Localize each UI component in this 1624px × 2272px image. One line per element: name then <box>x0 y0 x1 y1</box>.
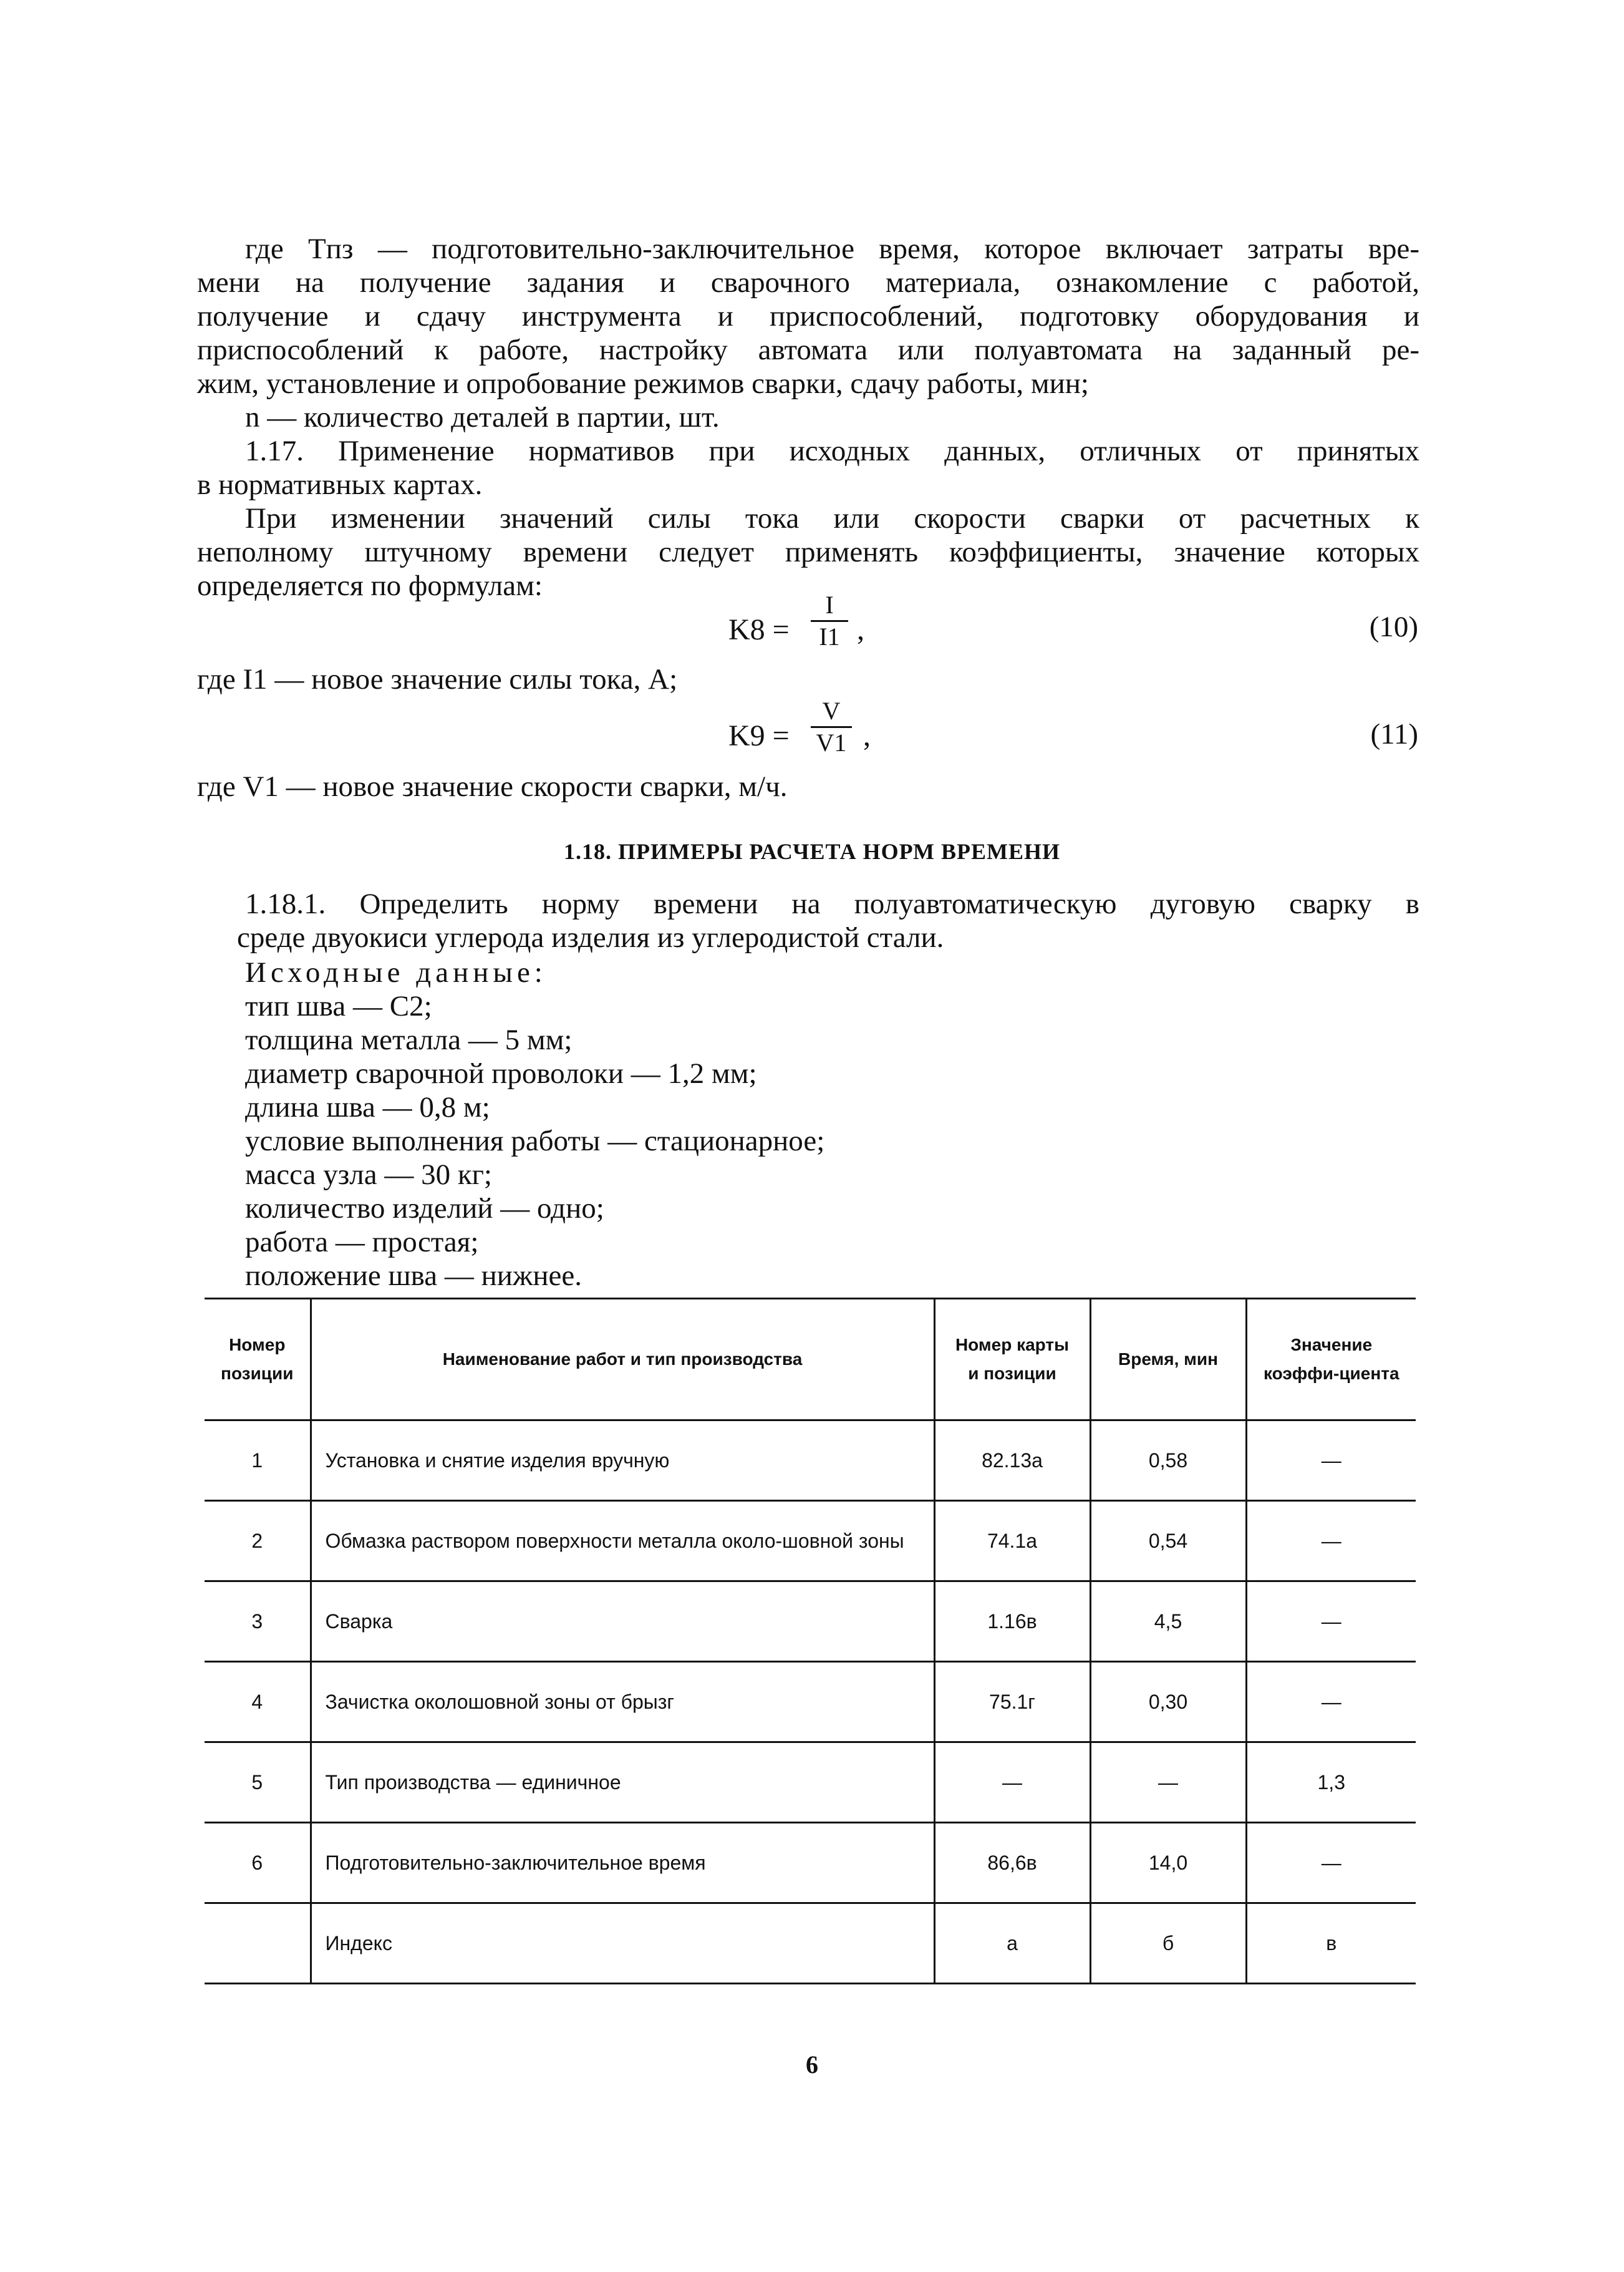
cell-card: 86,6в <box>934 1823 1090 1903</box>
text-line: 1.17. Применение нормативов при исходных данных, отличных от принятых <box>245 435 1419 467</box>
cell-work-name: Зачистка околошовной зоны от брызг <box>311 1662 934 1742</box>
list-item: количество изделий — одно; <box>245 1192 604 1225</box>
denominator: I1 <box>819 623 840 651</box>
table-index-row <box>205 1903 1416 1984</box>
cell-card: — <box>934 1742 1090 1823</box>
fraction <box>811 697 852 757</box>
text-line: определяется по формулам: <box>197 570 543 602</box>
list-item: длина шва — 0,8 м; <box>245 1091 490 1124</box>
cell-coefficient: — <box>1246 1501 1416 1581</box>
norms-table <box>205 1298 1416 1984</box>
cell-card: 74.1а <box>934 1501 1090 1581</box>
cell-work-name: Тип производства — единичное <box>311 1742 934 1823</box>
cell-time: 0,54 <box>1090 1501 1246 1581</box>
page-number: 6 <box>806 2051 818 2079</box>
cell-index-a: а <box>934 1903 1090 1984</box>
cell-work-name: Обмазка раствором поверхности металла около-шовной зоны <box>311 1501 934 1581</box>
fraction-bar <box>811 620 848 622</box>
text-line: неполному штучному времени следует применять коэффициенты, значение которых <box>197 536 1419 568</box>
numerator: V <box>822 697 841 725</box>
cell-coefficient: — <box>1246 1581 1416 1662</box>
list-item: тип шва — С2; <box>245 990 432 1022</box>
text-line: получение и сдачу инструмента и приспособлений, подготовку оборудования и <box>197 300 1419 333</box>
formula-lhs: K8 = <box>728 613 790 646</box>
cell-index-b: б <box>1090 1903 1246 1984</box>
cell-card: 1.16в <box>934 1581 1090 1662</box>
denominator: V1 <box>816 729 847 757</box>
cell-position <box>205 1903 311 1984</box>
table-row <box>205 1823 1416 1903</box>
cell-card: 82.13а <box>934 1420 1090 1501</box>
cell-coefficient: 1,3 <box>1246 1742 1416 1823</box>
cell-work-name: Сварка <box>311 1581 934 1662</box>
source-data-title: Исходные данные: <box>245 956 547 989</box>
table-row <box>205 1581 1416 1662</box>
cell-position: 1 <box>205 1420 311 1501</box>
table-row <box>205 1662 1416 1742</box>
equation-number: (11) <box>1370 718 1418 750</box>
fraction-bar <box>811 726 852 728</box>
formula-lhs: K9 = <box>728 719 790 752</box>
list-item: толщина металла — 5 мм; <box>245 1024 573 1056</box>
cell-time: 4,5 <box>1090 1581 1246 1662</box>
cell-time: 0,30 <box>1090 1662 1246 1742</box>
cell-position: 4 <box>205 1662 311 1742</box>
cell-index-label: Индекс <box>311 1903 934 1984</box>
cell-time: 0,58 <box>1090 1420 1246 1501</box>
text-line: приспособлений к работе, настройку автомата или полуавтомата на заданный ре- <box>197 334 1419 366</box>
text-line: среде двуокиси углерода изделия из углеродистой стали. <box>237 921 944 954</box>
text-line: мени на получение задания и сварочного материала, ознакомление с работой, <box>197 266 1419 299</box>
cell-position: 3 <box>205 1581 311 1662</box>
cell-coefficient: — <box>1246 1823 1416 1903</box>
list-item: положение шва — нижнее. <box>245 1260 582 1292</box>
paragraph-i1-definition: где I1 — новое значение силы тока, А; <box>197 663 678 696</box>
column-header-time: Время, мин <box>1090 1299 1246 1420</box>
list-item: работа — простая; <box>245 1226 479 1258</box>
cell-index-c: в <box>1246 1903 1416 1984</box>
section-heading: 1.18. ПРИМЕРЫ РАСЧЕТА НОРМ ВРЕМЕНИ <box>564 839 1060 864</box>
table-row <box>205 1501 1416 1581</box>
paragraph-n-definition: n — количество деталей в партии, шт. <box>245 401 720 434</box>
cell-position: 6 <box>205 1823 311 1903</box>
cell-coefficient: — <box>1246 1420 1416 1501</box>
cell-coefficient: — <box>1246 1662 1416 1742</box>
text-line: жим, установление и опробование режимов сварки, сдачу работы, мин; <box>197 367 1089 400</box>
cell-time: — <box>1090 1742 1246 1823</box>
numerator: I <box>825 591 834 619</box>
cell-work-name: Подготовительно-заключительное время <box>311 1823 934 1903</box>
formula-comma: , <box>857 613 864 646</box>
equation-number: (10) <box>1369 611 1418 643</box>
text-line: где Tпз — подготовительно-заключительное время, которое включает затраты вре- <box>245 233 1419 265</box>
table-header-row <box>205 1299 1416 1420</box>
text-line: 1.18.1. Определить норму времени на полуавтоматическую дуговую сварку в <box>245 888 1419 920</box>
formula-comma: , <box>863 719 871 752</box>
column-header-position: Номер позиции <box>205 1299 311 1420</box>
column-header-coefficient: Значение коэффи-циента <box>1246 1299 1416 1420</box>
cell-time: 14,0 <box>1090 1823 1246 1903</box>
text-line: При изменении значений силы тока или скорости сварки от расчетных к <box>245 502 1419 535</box>
cell-position: 2 <box>205 1501 311 1581</box>
column-header-card: Номер карты и позиции <box>934 1299 1090 1420</box>
paragraph-v1-definition: где V1 — новое значение скорости сварки, м/ч. <box>197 770 788 803</box>
cell-position: 5 <box>205 1742 311 1823</box>
cell-card: 75.1г <box>934 1662 1090 1742</box>
fraction <box>811 591 848 651</box>
text-line: в нормативных картах. <box>197 468 483 501</box>
list-item: диаметр сварочной проволоки — 1,2 мм; <box>245 1057 757 1090</box>
list-item: масса узла — 30 кг; <box>245 1158 492 1191</box>
list-item: условие выполнения работы — стационарное; <box>245 1125 825 1157</box>
cell-work-name: Установка и снятие изделия вручную <box>311 1420 934 1501</box>
table-row <box>205 1420 1416 1501</box>
column-header-work-name: Наименование работ и тип производства <box>311 1299 934 1420</box>
table-row <box>205 1742 1416 1823</box>
